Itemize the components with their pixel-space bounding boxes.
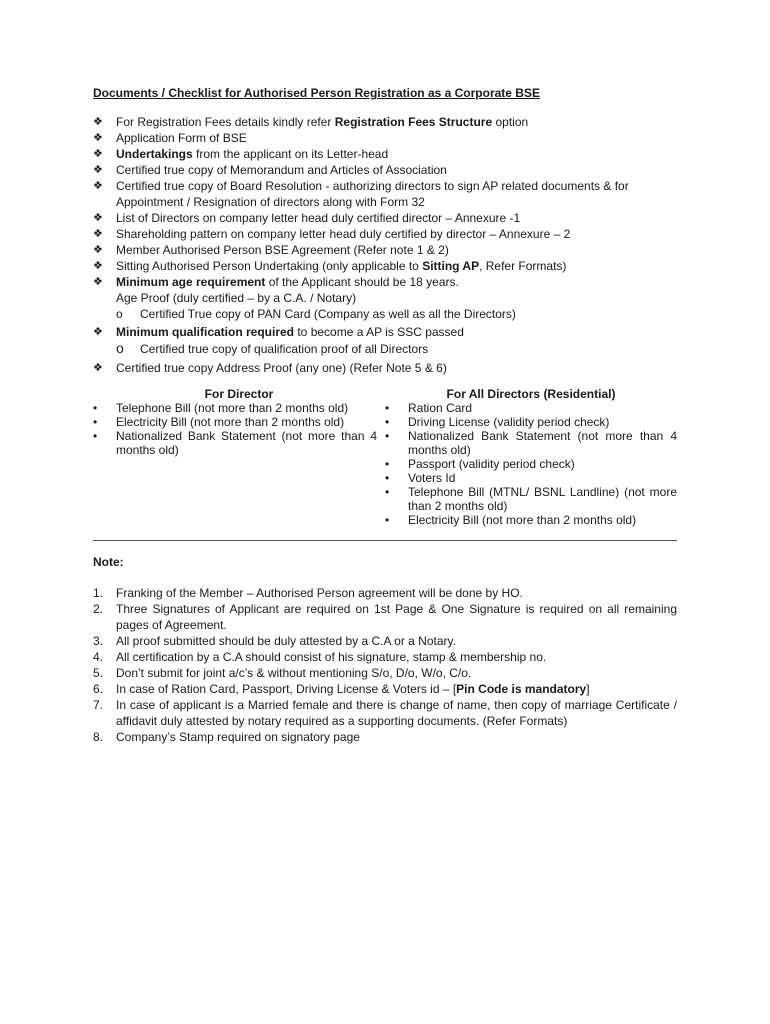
list-item: • Ration Card: [385, 401, 677, 415]
note-item: 3. All proof submitted should be duly attested by a C.A or a Notary.: [93, 634, 456, 648]
list-item: • Driving License (validity period check): [385, 415, 677, 429]
checklist-item: ❖ Shareholding pattern on company letter head duly certified by director – Annexure – 2: [93, 227, 571, 241]
checklist-continued: [93, 324, 677, 340]
list-item: • Telephone Bill (not more than 2 months old): [93, 401, 385, 415]
circle-bullet-icon: o: [116, 340, 124, 356]
diamond-bullet-icon: ❖: [93, 180, 103, 192]
checklist-item: ❖ List of Directors on company letter head duly certified director – Annexure -1: [93, 211, 521, 225]
note-item: 7. In case of applicant is a Married female and there is change of name, then copy of marriage Certificate / affidavit duly attested by notary required as a supporting documents. (Refer Formats): [93, 698, 677, 728]
document-title: Documents / Checklist for Authorised Person Registration as a Corporate BSE: [93, 86, 540, 100]
checklist: [93, 114, 677, 290]
note-item: 6. In case of Ration Card, Passport, Driving License & Voters id – [Pin Code is mandatory]: [93, 682, 590, 696]
list-item: • Nationalized Bank Statement (not more than 4 months old): [385, 429, 677, 457]
qualification-subitem: o Certified true copy of qualification proof of all Directors: [116, 340, 429, 356]
circle-bullet-icon: o: [116, 307, 123, 321]
diamond-bullet-icon: ❖: [93, 164, 103, 176]
note-item: 4. All certification by a C.A should consist of his signature, stamp & membership no.: [93, 650, 547, 664]
for-all-directors-heading: For All Directors (Residential): [446, 387, 616, 401]
diamond-bullet-icon: ❖: [93, 244, 103, 256]
section-divider: [93, 540, 677, 541]
checklist-item-qualification: ❖ Minimum qualification required to become a AP is SSC passed: [93, 325, 464, 339]
checklist-item: ❖ Member Authorised Person BSE Agreement (Refer note 1 & 2): [93, 243, 449, 257]
diamond-bullet-icon: ❖: [93, 260, 103, 272]
diamond-bullet-icon: ❖: [93, 276, 103, 288]
diamond-bullet-icon: ❖: [93, 132, 103, 144]
diamond-bullet-icon: ❖: [93, 228, 103, 240]
list-item: • Electricity Bill (not more than 2 months old): [385, 513, 677, 527]
address-proof-columns: [93, 387, 677, 527]
note-item: 5. Don’t submit for joint a/c’s & without mentioning S/o, D/o, W/o, C/o.: [93, 666, 472, 680]
note-heading: Note:: [93, 555, 124, 569]
checklist-item: ❖ Certified true copy of Memorandum and Articles of Association: [93, 163, 447, 177]
list-item: • Telephone Bill (MTNL/ BSNL Landline) (not more than 2 months old): [385, 485, 677, 513]
note-item: 1. Franking of the Member – Authorised Person agreement will be done by HO.: [93, 586, 523, 600]
note-item: 2. Three Signatures of Applicant are required on 1st Page & One Signature is required on all remaining pages of Agreement.: [93, 602, 677, 632]
diamond-bullet-icon: ❖: [93, 326, 103, 338]
age-proof-subitem: o Certified True copy of PAN Card (Company as well as all the Directors): [116, 307, 516, 321]
checklist-item: ❖ Application Form of BSE: [93, 131, 247, 145]
checklist-address: [93, 360, 677, 376]
list-item: • Passport (validity period check): [385, 457, 677, 471]
for-all-directors-column: [385, 387, 677, 527]
diamond-bullet-icon: ❖: [93, 362, 103, 374]
checklist-item: ❖ Certified true copy of Board Resolution - authorizing directors to sign AP related documents & for Appointment / Resignation of directors along with Form 32: [93, 179, 629, 209]
list-item: • Electricity Bill (not more than 2 months old): [93, 415, 385, 429]
diamond-bullet-icon: ❖: [93, 212, 103, 224]
checklist-item: ❖ Sitting Authorised Person Undertaking (only applicable to Sitting AP, Refer Formats): [93, 259, 567, 273]
list-item: • Voters Id: [385, 471, 677, 485]
list-item: • Nationalized Bank Statement (not more than 4 months old): [93, 429, 385, 457]
note-item: 8. Company’s Stamp required on signatory page: [93, 730, 360, 744]
for-director-heading: For Director: [204, 387, 274, 401]
checklist-item: ❖ Minimum age requirement of the Applicant should be 18 years.: [93, 275, 459, 289]
for-director-column: [93, 387, 385, 527]
checklist-item: ❖ For Registration Fees details kindly refer Registration Fees Structure option: [93, 115, 529, 129]
document-page: [93, 86, 677, 745]
age-proof-line: Age Proof (duly certified – by a C.A. / Notary): [116, 291, 357, 305]
notes-list: [93, 585, 677, 745]
diamond-bullet-icon: ❖: [93, 148, 103, 160]
checklist-item-address-proof: ❖ Certified true copy Address Proof (any one) (Refer Note 5 & 6): [93, 361, 447, 375]
diamond-bullet-icon: ❖: [93, 116, 103, 128]
checklist-item: ❖ Undertakings from the applicant on its Letter-head: [93, 147, 389, 161]
